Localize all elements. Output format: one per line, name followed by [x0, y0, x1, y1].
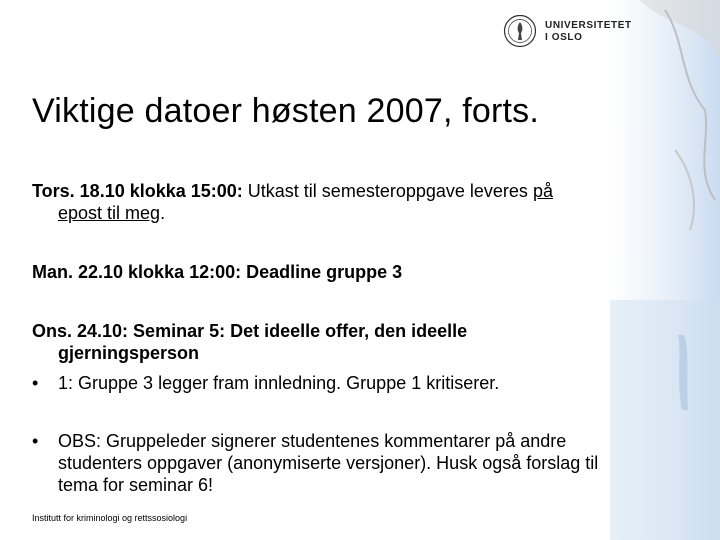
date-item-3-line-2: gjerningsperson [58, 343, 200, 363]
side-decoration [610, 0, 720, 540]
university-logo [503, 12, 643, 52]
email-link-part-1[interactable]: på [532, 181, 553, 201]
logo-text [545, 20, 632, 44]
footer-institution: Institutt for kriminologi og rettssosiologi [32, 513, 188, 523]
bullet-item-1 [32, 372, 622, 394]
date-item-3-line-1: Ons. 24.10: Seminar 5: Det ideelle offer, den ideelle [32, 321, 468, 341]
date-item-1-head: Tors. 18.10 klokka 15:00: [32, 181, 243, 201]
bullet-marker: • [32, 431, 39, 451]
slide-title: Viktige datoer høsten 2007, forts. [32, 92, 540, 130]
bullet-item-2 [32, 430, 622, 496]
date-item-2-text: Man. 22.10 klokka 12:00: Deadline gruppe 3 [32, 262, 403, 282]
date-item-1-end: . [160, 203, 166, 223]
date-item-1 [32, 180, 622, 224]
email-link-part-2[interactable]: epost til meg [58, 203, 161, 223]
university-seal-icon [503, 14, 537, 48]
date-item-3 [32, 320, 622, 364]
logo-line-1: UNIVERSITETET [545, 20, 632, 31]
date-item-1-text: Utkast til semesteroppgave leveres [242, 181, 533, 201]
bullet-marker: • [32, 373, 39, 393]
bullet-text-1: 1: Gruppe 3 legger fram innledning. Gruppe 1 kritiserer. [58, 373, 500, 393]
logo-line-2: I OSLO [545, 32, 583, 43]
bullet-text-2: OBS: Gruppeleder signerer studentenes kommentarer på andre studenters oppgaver (anonymiserte versjoner). Husk også forslag til tema for seminar 6! [58, 431, 599, 495]
date-item-2 [32, 261, 622, 283]
